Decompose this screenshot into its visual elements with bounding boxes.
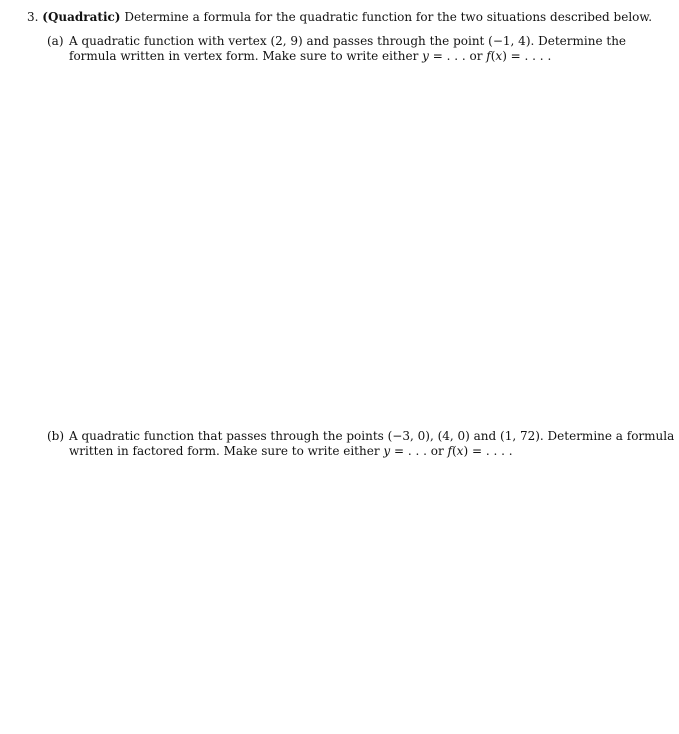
part-b	[47, 429, 675, 459]
part-a-math-x: x	[495, 49, 503, 63]
problem-instruction: Determine a formula for the quadratic function for the two situations described below.	[124, 10, 653, 24]
part-b-line-2	[47, 444, 607, 459]
problem-header	[27, 10, 653, 25]
part-a-math-f: f	[486, 49, 491, 63]
part-b-line-2-end: ) = . . . .	[463, 444, 513, 458]
part-a-line-2	[47, 49, 607, 64]
part-b-math-f: f	[447, 444, 452, 458]
part-a	[47, 34, 627, 64]
part-b-math-x: x	[456, 444, 464, 458]
part-b-line-2-mid2: (	[451, 444, 457, 458]
problem-number: 3.	[27, 10, 39, 24]
part-b-line-2-mid1: = . . . or	[390, 444, 448, 458]
part-a-line-1-text: A quadratic function with vertex (2, 9) and passes through the point (−1, 4). Determine the	[69, 34, 627, 48]
part-a-line-2-text: formula written in vertex form. Make sure to write either	[69, 49, 423, 63]
part-a-answer-space	[47, 70, 607, 420]
part-a-math-y: y	[422, 49, 429, 63]
part-a-line-2-end: ) = . . . .	[502, 49, 552, 63]
part-a-line-2-mid1: = . . . or	[428, 49, 487, 63]
part-b-line-1	[47, 429, 675, 444]
part-b-line-2-text: written in factored form. Make sure to write either	[69, 444, 384, 458]
part-a-line-2-mid2: (	[490, 49, 496, 63]
part-a-line-1	[47, 34, 627, 49]
problem-topic: (Quadratic)	[42, 10, 121, 24]
part-b-line-1-text: A quadratic function that passes through the points (−3, 0), (4, 0) and (1, 72). Determine a formula	[69, 429, 675, 443]
part-a-label: (a)	[47, 34, 64, 48]
part-b-answer-space	[47, 465, 607, 725]
part-b-label: (b)	[47, 429, 65, 443]
part-b-math-y: y	[383, 444, 391, 458]
